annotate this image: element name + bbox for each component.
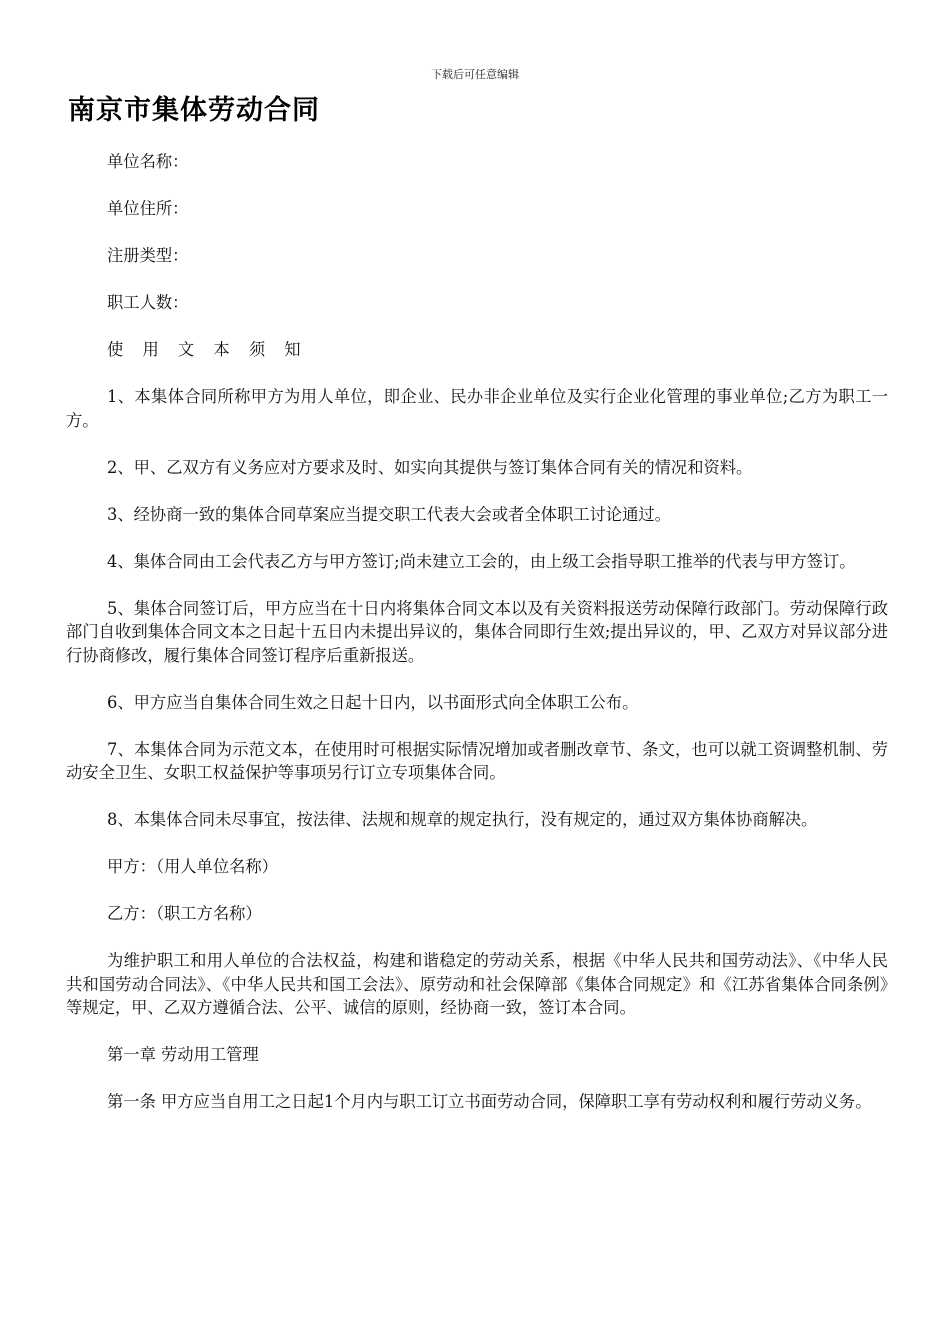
header-note: 下载后可任意编辑 <box>431 68 519 81</box>
notice-item-3: 3、经协商一致的集体合同草案应当提交职工代表大会或者全体职工讨论通过。 <box>107 504 671 524</box>
notice-item-4: 4、集体合同由工会代表乙方与甲方签订;尚未建立工会的，由上级工会指导职工推举的代表与甲方签订。 <box>107 551 856 571</box>
notice-item-7: 7、本集体合同为示范文本，在使用时可根据实际情况增加或者删改章节、条文，也可以就工资调整机制、劳动安全卫生、女职工权益保护等事项另行订立专项集体合同。 <box>66 739 888 782</box>
document-body <box>66 150 888 1137</box>
field-employee-count: 职工人数： <box>107 293 189 312</box>
notice-item-8: 8、本集体合同未尽事宜，按法律、法规和规章的规定执行，没有规定的，通过双方集体协商解决。 <box>107 810 818 829</box>
article-1: 第一条 甲方应当自用工之日起1个月内与职工订立书面劳动合同，保障职工享有劳动权利和履行劳动义务。 <box>107 1092 872 1111</box>
notice-heading: 使 用 文 本 须 知 <box>107 340 308 359</box>
notice-item-1: 1、本集体合同所称甲方为用人单位，即企业、民办非企业单位及实行企业化管理的事业单位;乙方为职工一方。 <box>66 387 888 430</box>
notice-item-6: 6、甲方应当自集体合同生效之日起十日内，以书面形式向全体职工公布。 <box>107 692 639 712</box>
party-a: 甲方：（用人单位名称） <box>107 857 278 876</box>
notice-item-2: 2、甲、乙双方有义务应对方要求及时、如实向其提供与签订集体合同有关的情况和资料。 <box>107 457 753 477</box>
preamble: 为维护职工和用人单位的合法权益，构建和谐稳定的劳动关系，根据《中华人民共和国劳动法》、《中华人民共和国劳动合同法》、《中华人民共和国工会法》、原劳动和社会保障部《集体合同规定》和《江苏省集体合同条例》等规定，甲、乙双方遵循合法、公平、诚信的原则，经协商一致，签订本合同。 <box>66 951 888 1017</box>
chapter-1-title: 第一章 劳动用工管理 <box>107 1045 259 1064</box>
notice-item-5: 5、集体合同签订后，甲方应当在十日内将集体合同文本以及有关资料报送劳动保障行政部门。劳动保障行政部门自收到集体合同文本之日起十五日内未提出异议的，集体合同即行生效;提出异议的，甲、乙双方对异议部分进行协商修改，履行集体合同签订程序后重新报送。 <box>66 598 888 665</box>
field-unit-name: 单位名称： <box>107 152 189 171</box>
document-title: 南京市集体劳动合同 <box>68 95 320 126</box>
party-b: 乙方：（职工方名称） <box>107 904 262 923</box>
field-registration-type: 注册类型： <box>107 246 189 265</box>
field-unit-address: 单位住所： <box>107 199 189 218</box>
